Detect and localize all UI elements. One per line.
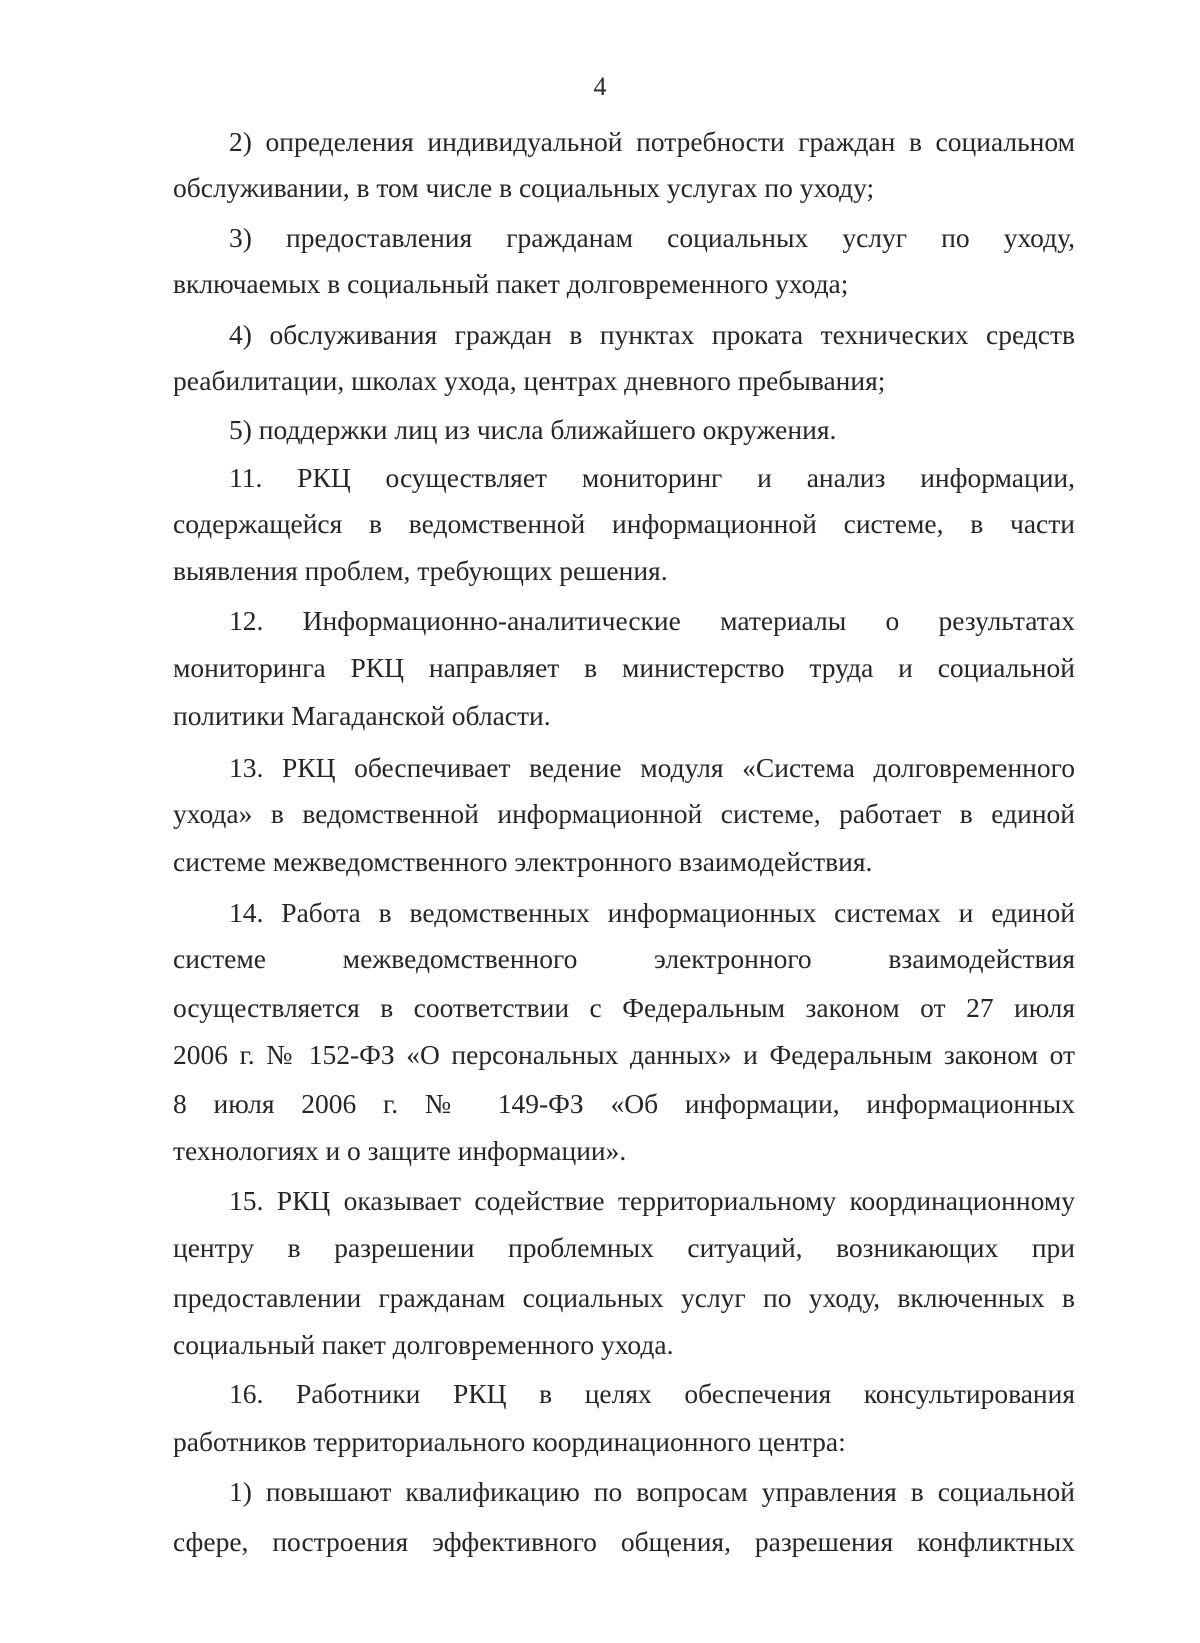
text-line: содержащейся в ведомственной информационной системе, в части <box>173 508 1075 539</box>
text-line: ухода» в ведомственной информационной системе, работает в единой <box>173 798 1075 829</box>
text-line: 12. Информационно-аналитические материалы о результатах <box>229 605 1075 636</box>
text-line: сфере, построения эффективного общения, разрешения конфликтных <box>173 1526 1075 1557</box>
text-line: 3) предоставления гражданам социальных услуг по уходу, <box>229 222 1075 253</box>
text-line: социальный пакет долговременного ухода. <box>173 1329 674 1360</box>
text-line: 4) обслуживания граждан в пунктах проката технических средств <box>229 319 1075 350</box>
page-number: 4 <box>593 72 607 101</box>
text-line: политики Магаданской области. <box>173 700 551 731</box>
text-line: 14. Работа в ведомственных информационных системах и единой <box>229 897 1075 928</box>
text-line: центру в разрешении проблемных ситуаций, возникающих при <box>173 1232 1075 1263</box>
text-line: системе межведомственного электронного взаимодействия. <box>173 846 873 877</box>
text-line: системе межведомственного электронного взаимодействия <box>173 943 1075 974</box>
text-line: мониторинга РКЦ направляет в министерство труда и социальной <box>173 652 1075 683</box>
text-line: реабилитации, школах ухода, центрах дневного пребывания; <box>173 365 886 396</box>
text-line: 16. Работники РКЦ в целях обеспечения консультирования <box>229 1378 1075 1409</box>
text-line: 2) определения индивидуальной потребности граждан в социальном <box>229 126 1075 157</box>
text-line: осуществляется в соответствии с Федеральным законом от 27 июля <box>173 992 1075 1023</box>
text-line: технологиях и о защите информации». <box>173 1135 627 1166</box>
text-line: 13. РКЦ обеспечивает ведение модуля «Система долговременного <box>229 752 1075 783</box>
text-line: работников территориального координационного центра: <box>173 1426 846 1457</box>
text-line: 5) поддержки лиц из числа ближайшего окружения. <box>229 414 837 445</box>
text-line: 11. РКЦ осуществляет мониторинг и анализ информации, <box>229 462 1075 493</box>
text-line: 2006 г. № 152-ФЗ «О персональных данных» и Федеральным законом от <box>173 1039 1075 1070</box>
text-line: 15. РКЦ оказывает содействие территориальному координационному <box>229 1185 1075 1216</box>
text-line: обслуживании, в том числе в социальных услугах по уходу; <box>173 172 875 203</box>
text-line: включаемых в социальный пакет долговременного ухода; <box>173 268 849 299</box>
text-line: 1) повышают квалификацию по вопросам управления в социальной <box>229 1476 1075 1507</box>
text-line: выявления проблем, требующих решения. <box>173 555 668 586</box>
text-line: предоставлении гражданам социальных услуг по уходу, включенных в <box>173 1282 1075 1313</box>
text-line: 8 июля 2006 г. № 149-ФЗ «Об информации, информационных <box>173 1088 1075 1119</box>
